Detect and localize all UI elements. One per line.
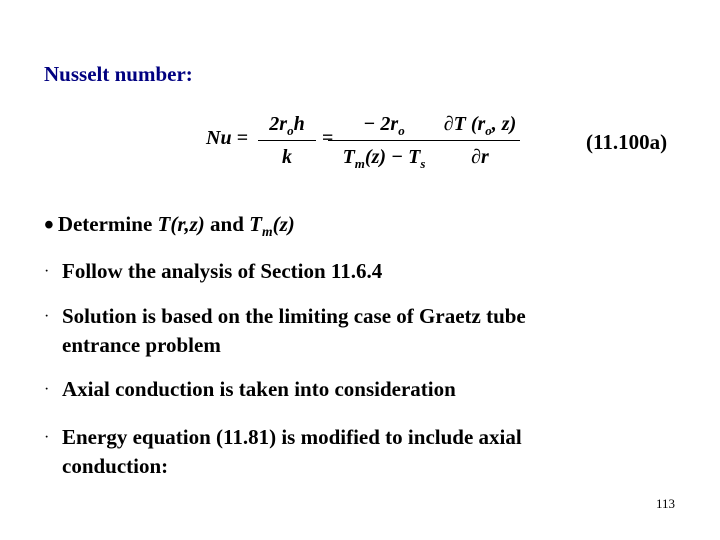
equation-equals-sign: = — [322, 127, 334, 149]
equation-fraction-3: ∂T ($r_o$, z) ∂r — [440, 114, 520, 167]
main-bullet: • Determine T(r,z) and $T_m(z)$ — [44, 210, 295, 241]
equation-fraction-2: − $2r_o$ $T_m(z) - T_s$ — [328, 114, 440, 170]
sub-bullet-3: · Axial conduction is taken into consideration — [44, 377, 456, 401]
slide-heading: Nusselt number: — [44, 62, 193, 86]
bullet-dot-icon: · — [44, 381, 50, 398]
bullet-dot-icon: · — [44, 308, 50, 325]
bullet-dot-icon: • — [44, 210, 54, 241]
sub-bullet-4: · Energy equation (11.81) is modified to include axial conduction: — [44, 425, 522, 478]
equation-fraction-1: $2r_oh$ k — [258, 114, 316, 167]
equation-lhs: Nu = — [206, 127, 248, 149]
sub-bullet-1: · Follow the analysis of Section 11.6.4 — [44, 259, 383, 283]
page-number: 113 — [656, 496, 676, 511]
sub-bullet-2: · Solution is based on the limiting case of Graetz tube entrance problem — [44, 304, 526, 357]
equation-number: (11.100a) — [586, 130, 668, 154]
bullet-dot-icon: · — [44, 263, 50, 280]
bullet-dot-icon: · — [44, 429, 50, 446]
